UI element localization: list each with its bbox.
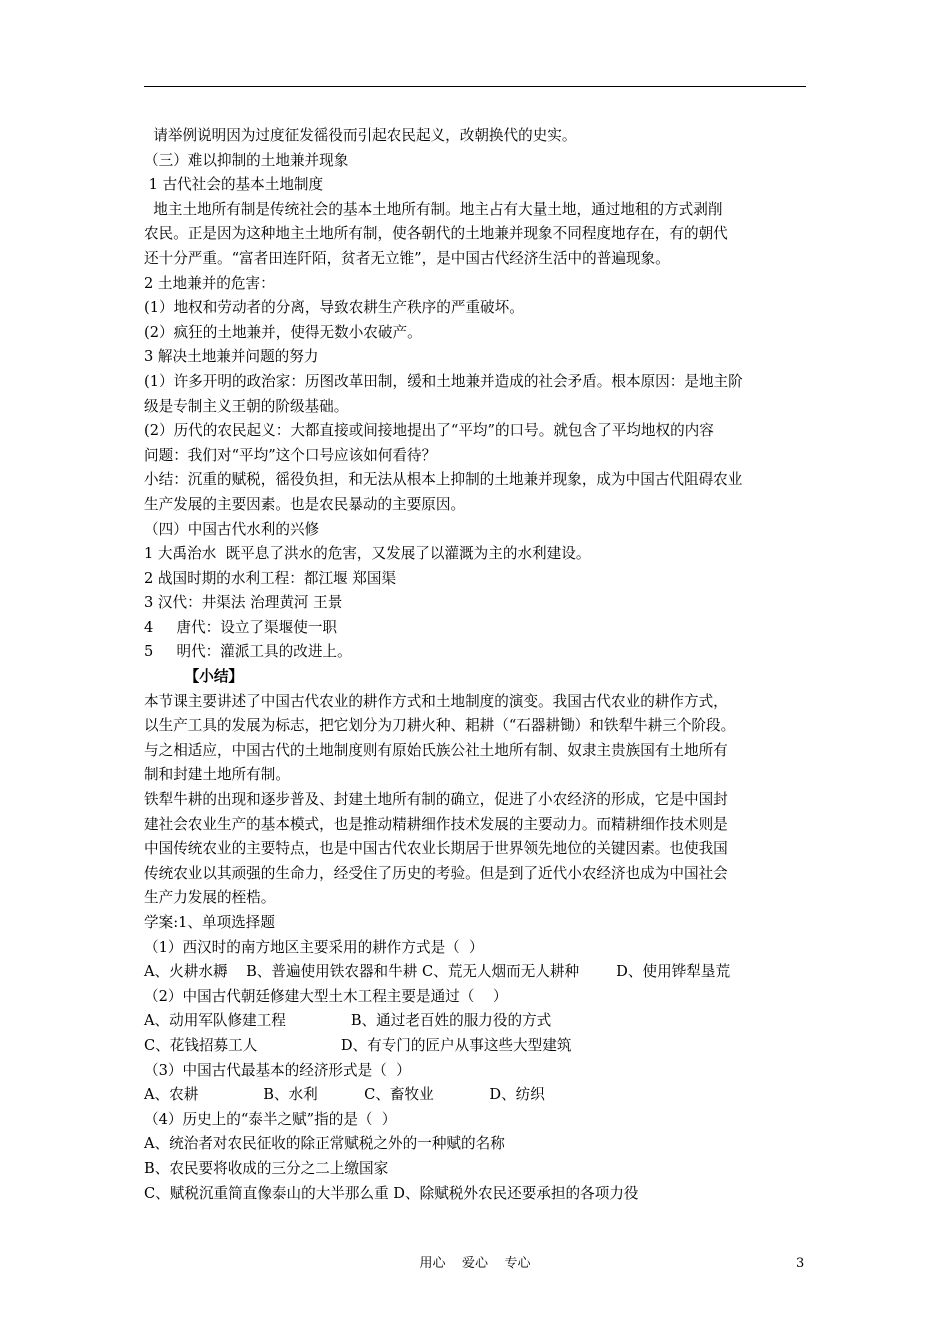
- subheading: 2 土地兼并的危害：: [144, 274, 275, 292]
- header-rule: [144, 86, 806, 87]
- exercise-heading: 学案:1、单项选择题: [144, 914, 275, 931]
- answer-options: A、火耕水耨 B、普遍使用铁农器和牛耕 C、荒无人烟而无人耕种 D、使用铧犁垦荒: [144, 963, 731, 981]
- answer-option: A、统治者对农民征收的除正常赋税之外的一种赋的名称: [144, 1135, 505, 1153]
- summary-line: 生产发展的主要因素。也是农民暴动的主要原因。: [144, 495, 466, 513]
- list-item: 4 唐代：设立了渠堰使一职: [144, 618, 338, 636]
- text-line: 请举例说明因为过度征发徭役而引起农民起义，改朝换代的史实。: [144, 127, 577, 144]
- subheading: 3 解决土地兼并问题的努力: [144, 348, 319, 366]
- answer-options: C、赋税沉重简直像泰山的大半那么重 D、除赋税外农民还要承担的各项力役: [144, 1184, 639, 1202]
- paragraph-line: 生产力发展的桎梏。: [144, 889, 276, 907]
- page-number: 3: [796, 1256, 805, 1271]
- list-item: (2）历代的农民起义：大都直接或间接地提出了“平均”的口号。就包含了平均地权的内容: [144, 422, 714, 440]
- question-line: （4）历史上的“泰半之赋”指的是（ ）: [144, 1110, 397, 1128]
- question-line: 问题：我们对“平均”这个口号应该如何看待？: [144, 446, 437, 464]
- answer-option: B、农民要将收成的三分之二上缴国家: [144, 1159, 389, 1177]
- paragraph-line: 与之相适应，中国古代的土地制度则有原始氏族公社土地所有制、奴隶主贵族国有土地所有: [144, 741, 728, 759]
- answer-options: C、花钱招募工人 D、有专门的匠户从事这些大型建筑: [144, 1036, 572, 1054]
- question-line: （1）西汉时的南方地区主要采用的耕作方式是（ ）: [144, 938, 484, 956]
- summary-line: 小结：沉重的赋税，徭役负担，和无法从根本上抑制的土地兼并现象，成为中国古代阻碍农业: [144, 471, 743, 489]
- paragraph-line: 铁犁牛耕的出现和逐步普及、封建土地所有制的确立，促进了小农经济的形成，它是中国封: [144, 791, 728, 809]
- paragraph-line: 中国传统农业的主要特点，也是中国古代农业长期居于世界领先地位的关键因素。也使我国: [144, 840, 728, 858]
- list-item: 级是专制主义王朝的阶级基础。: [144, 397, 349, 415]
- question-line: （3）中国古代最基本的经济形式是（ ）: [144, 1061, 411, 1079]
- question-line: （2）中国古代朝廷修建大型土木工程主要是通过（ ）: [144, 987, 508, 1005]
- document-body: [144, 124, 808, 1206]
- paragraph-line: 地主土地所有制是传统社会的基本土地所有制。地主占有大量土地，通过地租的方式剥削: [144, 200, 723, 218]
- paragraph-line: 本节课主要讲述了中国古代农业的耕作方式和土地制度的演变。我国古代农业的耕作方式，: [144, 692, 728, 710]
- answer-options: A、动用军队修建工程 B、通过老百姓的服力役的方式: [144, 1012, 552, 1030]
- section-heading: （四）中国古代水利的兴修: [144, 520, 320, 538]
- list-item: (2）疯狂的土地兼并，使得无数小农破产。: [144, 323, 422, 341]
- paragraph-line: 传统农业以其顽强的生命力，经受住了历史的考验。但是到了近代小农经济也成为中国社会: [144, 864, 728, 882]
- footer-motto: 用心 爱心 专心: [419, 1256, 531, 1271]
- paragraph-line: 农民。正是因为这种地主土地所有制，使各朝代的土地兼并现象不同程度地存在，有的朝代: [144, 225, 728, 243]
- answer-options: A、农耕 B、水利 C、畜牧业 D、纺织: [144, 1086, 545, 1104]
- summary-heading: 【小结】: [144, 668, 244, 686]
- section-heading: （三）难以抑制的土地兼并现象: [144, 151, 349, 169]
- list-item: 1 大禹治水 既平息了洪水的危害，又发展了以灌溉为主的水利建设。: [144, 545, 591, 563]
- paragraph-line: 还十分严重。“富者田连阡陌，贫者无立锥”，是中国古代经济生活中的普遍现象。: [144, 249, 670, 267]
- list-item: 5 明代：灌派工具的改进上。: [144, 643, 352, 661]
- subheading: 1 古代社会的基本土地制度: [144, 176, 324, 194]
- paragraph-line: 以生产工具的发展为标志，把它划分为刀耕火种、耜耕（“石器耕锄）和铁犁牛耕三个阶段。: [144, 717, 736, 735]
- paragraph-line: 建社会农业生产的基本模式，也是推动精耕细作技术发展的主要动力。而精耕细作技术则是: [144, 815, 728, 833]
- list-item: 2 战国时期的水利工程：都江堰 郑国渠: [144, 569, 397, 587]
- list-item: (1）地权和劳动者的分离，导致农耕生产秩序的严重破坏。: [144, 299, 524, 317]
- list-item: 3 汉代：井渠法 治理黄河 王景: [144, 594, 343, 612]
- paragraph-line: 制和封建土地所有制。: [144, 766, 290, 784]
- list-item: (1）许多开明的政治家：历图改革田制，缓和土地兼并造成的社会矛盾。根本原因：是地主阶: [144, 372, 743, 390]
